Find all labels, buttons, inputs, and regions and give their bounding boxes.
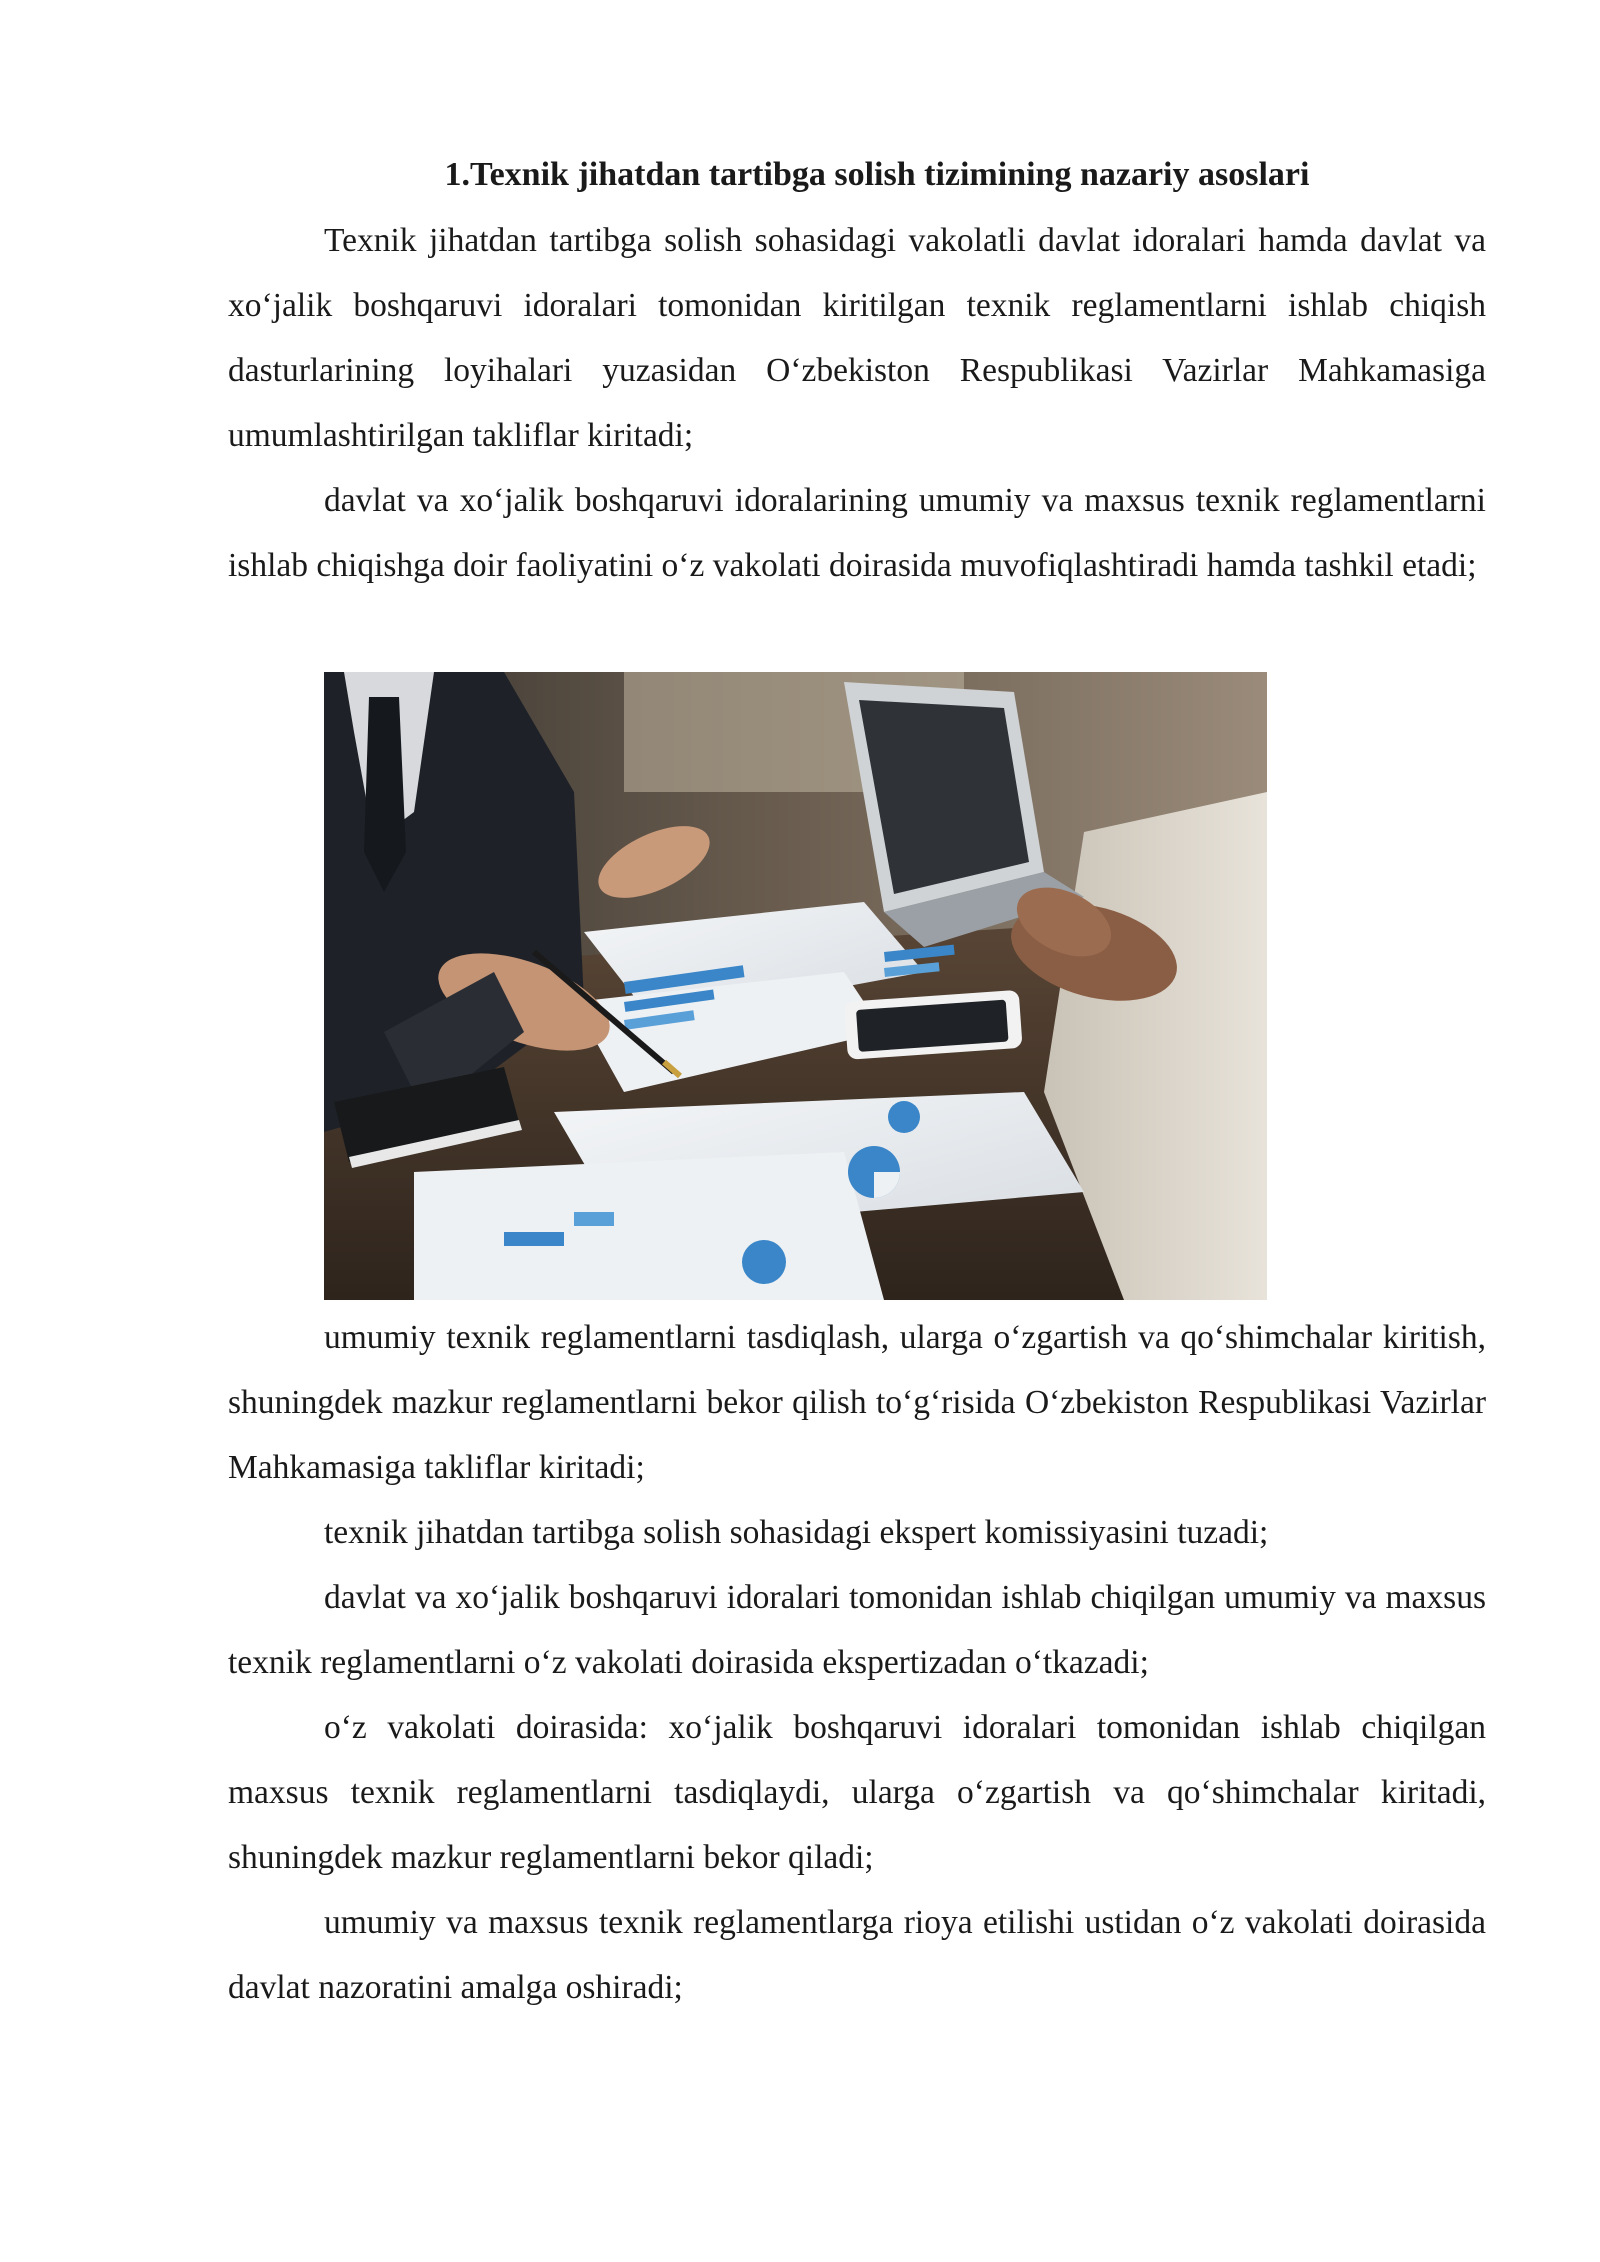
paragraph: texnik jihatdan tartibga solish sohasidagi ekspert komissiyasini tuzadi; — [324, 1514, 1269, 1551]
photo-illustration — [324, 672, 1267, 1300]
section-heading: 1.Texnik jihatdan tartibga solish tizimining nazariy asoslari — [444, 156, 1310, 193]
paragraph: davlat va xo‘jalik boshqaruvi idoralarining umumiy va maxsus texnik reglamentlarni ishlab chiqishga doir faoliyatini o‘z vakolati doirasida muvofiqlashtiradi hamda tashkil etadi; — [228, 482, 1486, 584]
paragraph: o‘z vakolati doirasida: xo‘jalik boshqaruvi idoralari tomonidan ishlab chiqilgan maxsus texnik reglamentlarni tasdiqlaydi, ularga o‘zgartish va qo‘shimchalar kiritadi, shuningdek mazkur reglamentlarni bekor qiladi; — [228, 1709, 1486, 1876]
paragraph: Texnik jihatdan tartibga solish sohasidagi vakolatli davlat idoralari hamda davlat va xo‘jalik boshqaruvi idoralari tomonidan kiritilgan texnik reglamentlarni ishlab chiqish dasturlarining loyihalari yuzasidan O‘zbekiston Respublikasi Vazirlar Mahkamasiga umumlashtirilgan takliflar kiritadi; — [228, 222, 1486, 454]
paragraph: davlat va xo‘jalik boshqaruvi idoralari tomonidan ishlab chiqilgan umumiy va maxsus texnik reglamentlarni o‘z vakolati doirasida ekspertizadan o‘tkazadi; — [228, 1579, 1486, 1681]
paragraph: umumiy va maxsus texnik reglamentlarga rioya etilishi ustidan o‘z vakolati doirasida davlat nazoratini amalga oshiradi; — [228, 1904, 1486, 2006]
business-meeting-photo — [324, 672, 1267, 1300]
paragraph: umumiy texnik reglamentlarni tasdiqlash, ularga o‘zgartish va qo‘shimchalar kiritish, shuningdek mazkur reglamentlarni bekor qilish to‘g‘risida O‘zbekiston Respublikasi Vazirlar Mahkamasiga takliflar kiritadi; — [228, 1319, 1486, 1486]
